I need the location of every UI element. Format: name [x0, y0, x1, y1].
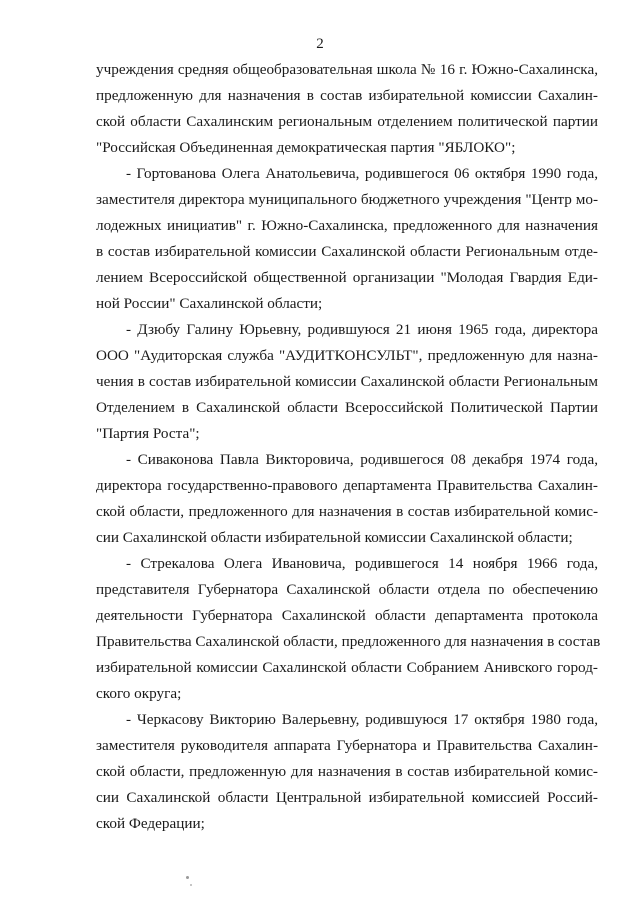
text-line: ООО "Аудиторская служба "АУДИТКОНСУЛЬТ", предложенную для назна- — [96, 347, 598, 364]
text-line: лением Всероссийской общественной организации "Молодая Гвардия Еди- — [96, 269, 598, 286]
text-line: ной России" Сахалинской области; — [96, 295, 323, 312]
text-line: ского округа; — [96, 685, 182, 702]
page-number: 2 — [316, 36, 324, 52]
text-line: - Гортованова Олега Анатольевича, родившегося 06 октября 1990 года, — [126, 165, 598, 182]
text-line: Отделением в Сахалинской области Всероссийской Политической Партии — [96, 399, 598, 416]
text-line: - Стрекалова Олега Ивановича, родившегося 14 ноября 1966 года, — [126, 555, 598, 572]
scan-artifact — [190, 884, 192, 886]
text-line: "Российская Объединенная демократическая партия "ЯБЛОКО"; — [96, 139, 516, 156]
text-line: - Дзюбу Галину Юрьевну, родившуюся 21 июня 1965 года, директора — [126, 321, 598, 338]
text-line: ской области Сахалинским региональным отделением политической партии — [96, 113, 598, 130]
text-line: - Черкасову Викторию Валерьевну, родившуюся 17 октября 1980 года, — [126, 711, 598, 728]
text-line: Правительства Сахалинской области, предложенного для назначения в состав — [96, 633, 601, 650]
text-line: сии Сахалинской области избирательной комиссии Сахалинской области; — [96, 529, 573, 546]
text-line: "Партия Роста"; — [96, 425, 200, 442]
text-line: избирательной комиссии Сахалинской области Собранием Анивского город- — [96, 659, 598, 676]
text-line: заместителя руководителя аппарата Губернатора и Правительства Сахалин- — [96, 737, 598, 754]
text-line: заместителя директора муниципального бюджетного учреждения "Центр мо- — [96, 191, 598, 208]
text-line: директора государственно-правового департамента Правительства Сахалин- — [96, 477, 598, 494]
text-line: лодежных инициатив" г. Южно-Сахалинска, предложенного для назначения — [96, 217, 598, 234]
text-line: ской области, предложенного для назначения в состав избирательной комис- — [96, 503, 598, 520]
text-line: ской Федерации; — [96, 815, 205, 832]
text-line: представителя Губернатора Сахалинской области отдела по обеспечению — [96, 581, 598, 598]
text-line: ской области, предложенную для назначения в состав избирательной комис- — [96, 763, 598, 780]
text-line: предложенную для назначения в состав избирательной комиссии Сахалин- — [96, 87, 598, 104]
text-line: в состав избирательной комиссии Сахалинской области Региональным отде- — [96, 243, 598, 260]
text-line: деятельности Губернатора Сахалинской области департамента протокола — [96, 607, 598, 624]
scan-artifact — [186, 876, 189, 879]
text-line: - Сиваконова Павла Викторовича, родившегося 08 декабря 1974 года, — [126, 451, 598, 468]
text-line: учреждения средняя общеобразовательная школа № 16 г. Южно-Сахалинска, — [96, 61, 598, 78]
text-line: чения в состав избирательной комиссии Сахалинской области Региональным — [96, 373, 598, 390]
text-line: сии Сахалинской области Центральной избирательной комиссией Россий- — [96, 789, 598, 806]
